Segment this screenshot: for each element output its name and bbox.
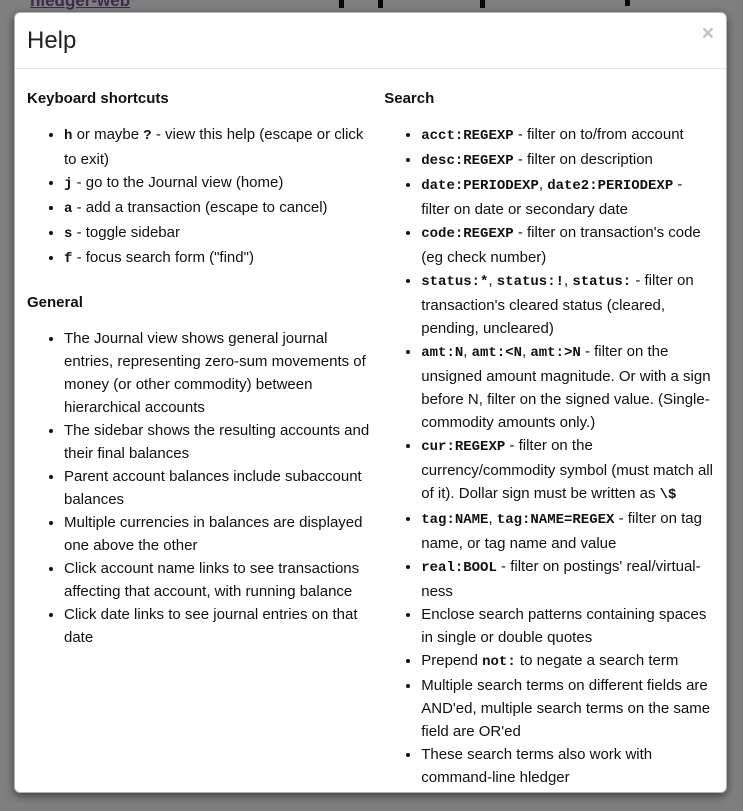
help-column-right <box>384 89 714 793</box>
help-list <box>27 123 374 271</box>
code-term: acct:REGEXP <box>421 128 514 144</box>
help-item: • amt:N, amt:<N, amt:>N - filter on the unsigned amount magnitude. Or with a sign before N, filter on the signed value. (Single-commodity amounts only.) <box>421 340 714 434</box>
help-item: • Enclose search patterns containing spaces in single or double quotes <box>421 603 714 649</box>
help-item: • Multiple search terms on different fields are AND'ed, multiple search terms on the same field are OR'ed <box>421 674 714 743</box>
modal-header <box>15 13 726 69</box>
code-term: \$ <box>659 487 677 503</box>
help-item: • The Journal view shows general journal entries, representing zero-sum movements of money (or other commodity) between hierarchical accounts <box>64 327 374 419</box>
help-item: • f - focus search form ("find") <box>64 246 374 271</box>
help-item: • s - toggle sidebar <box>64 221 374 246</box>
help-item: • The sidebar shows the resulting accounts and their final balances <box>64 419 374 465</box>
help-item: • date:PERIODEXP, date2:PERIODEXP - filter on date or secondary date <box>421 173 714 221</box>
code-term: a <box>64 201 73 217</box>
help-column-left <box>27 89 384 793</box>
help-item: • code:REGEXP - filter on transaction's code (eg check number) <box>421 221 714 269</box>
code-term: j <box>64 176 73 192</box>
help-item: • acct:REGEXP - filter on to/from account <box>421 123 714 148</box>
help-item: • Parent account balances include subaccount balances <box>64 465 374 511</box>
code-term: date2:PERIODEXP <box>547 178 674 194</box>
code-term: h <box>64 128 73 144</box>
help-item: • Multiple currencies in balances are displayed one above the other <box>64 511 374 557</box>
code-term: code:REGEXP <box>421 226 514 242</box>
help-item: • j - go to the Journal view (home) <box>64 171 374 196</box>
code-term: amt:>N <box>530 345 581 361</box>
help-item: • Prepend not: to negate a search term <box>421 649 714 674</box>
help-list <box>27 327 374 649</box>
help-modal <box>14 12 727 793</box>
help-item: • Click date links to see journal entries on that date <box>64 603 374 649</box>
code-term: status: <box>572 274 632 290</box>
code-term: ? <box>143 128 152 144</box>
section-heading: Search <box>384 90 435 107</box>
code-term: status:! <box>496 274 565 290</box>
code-term: status:* <box>421 274 489 290</box>
help-item: • These search terms also work with command-line hledger <box>421 743 714 789</box>
modal-title: Help <box>27 27 77 54</box>
code-term: date:PERIODEXP <box>421 178 539 194</box>
section-heading: General <box>27 294 83 311</box>
help-item: • cur:REGEXP - filter on the currency/commodity symbol (must match all of it). Dollar sign must be written as \$ <box>421 434 714 507</box>
code-term: cur:REGEXP <box>421 439 506 455</box>
code-term: amt:N <box>421 345 464 361</box>
code-term: real:BOOL <box>421 560 497 576</box>
close-icon[interactable]: × <box>701 22 714 45</box>
help-item: • tag:NAME, tag:NAME=REGEX - filter on tag name, or tag name and value <box>421 507 714 555</box>
help-item: • a - add a transaction (escape to cancel) <box>64 196 374 221</box>
code-term: tag:NAME <box>421 512 489 528</box>
code-term: f <box>64 251 73 267</box>
help-item: • desc:REGEXP - filter on description <box>421 148 714 173</box>
code-term: desc:REGEXP <box>421 153 514 169</box>
code-term: not: <box>482 654 516 670</box>
help-item: • Click account name links to see transactions affecting that account, with running balance <box>64 557 374 603</box>
help-item: • h or maybe ? - view this help (escape or click to exit) <box>64 123 374 171</box>
code-term: s <box>64 226 73 242</box>
help-item: • status:*, status:!, status: - filter on transaction's cleared status (cleared, pending, uncleared) <box>421 269 714 340</box>
section-heading: Keyboard shortcuts <box>27 90 169 107</box>
help-list <box>384 123 714 789</box>
code-term: amt:<N <box>471 345 523 361</box>
modal-body <box>15 69 726 793</box>
code-term: tag:NAME=REGEX <box>496 512 615 528</box>
help-item: • real:BOOL - filter on postings' real/virtual-ness <box>421 555 714 603</box>
